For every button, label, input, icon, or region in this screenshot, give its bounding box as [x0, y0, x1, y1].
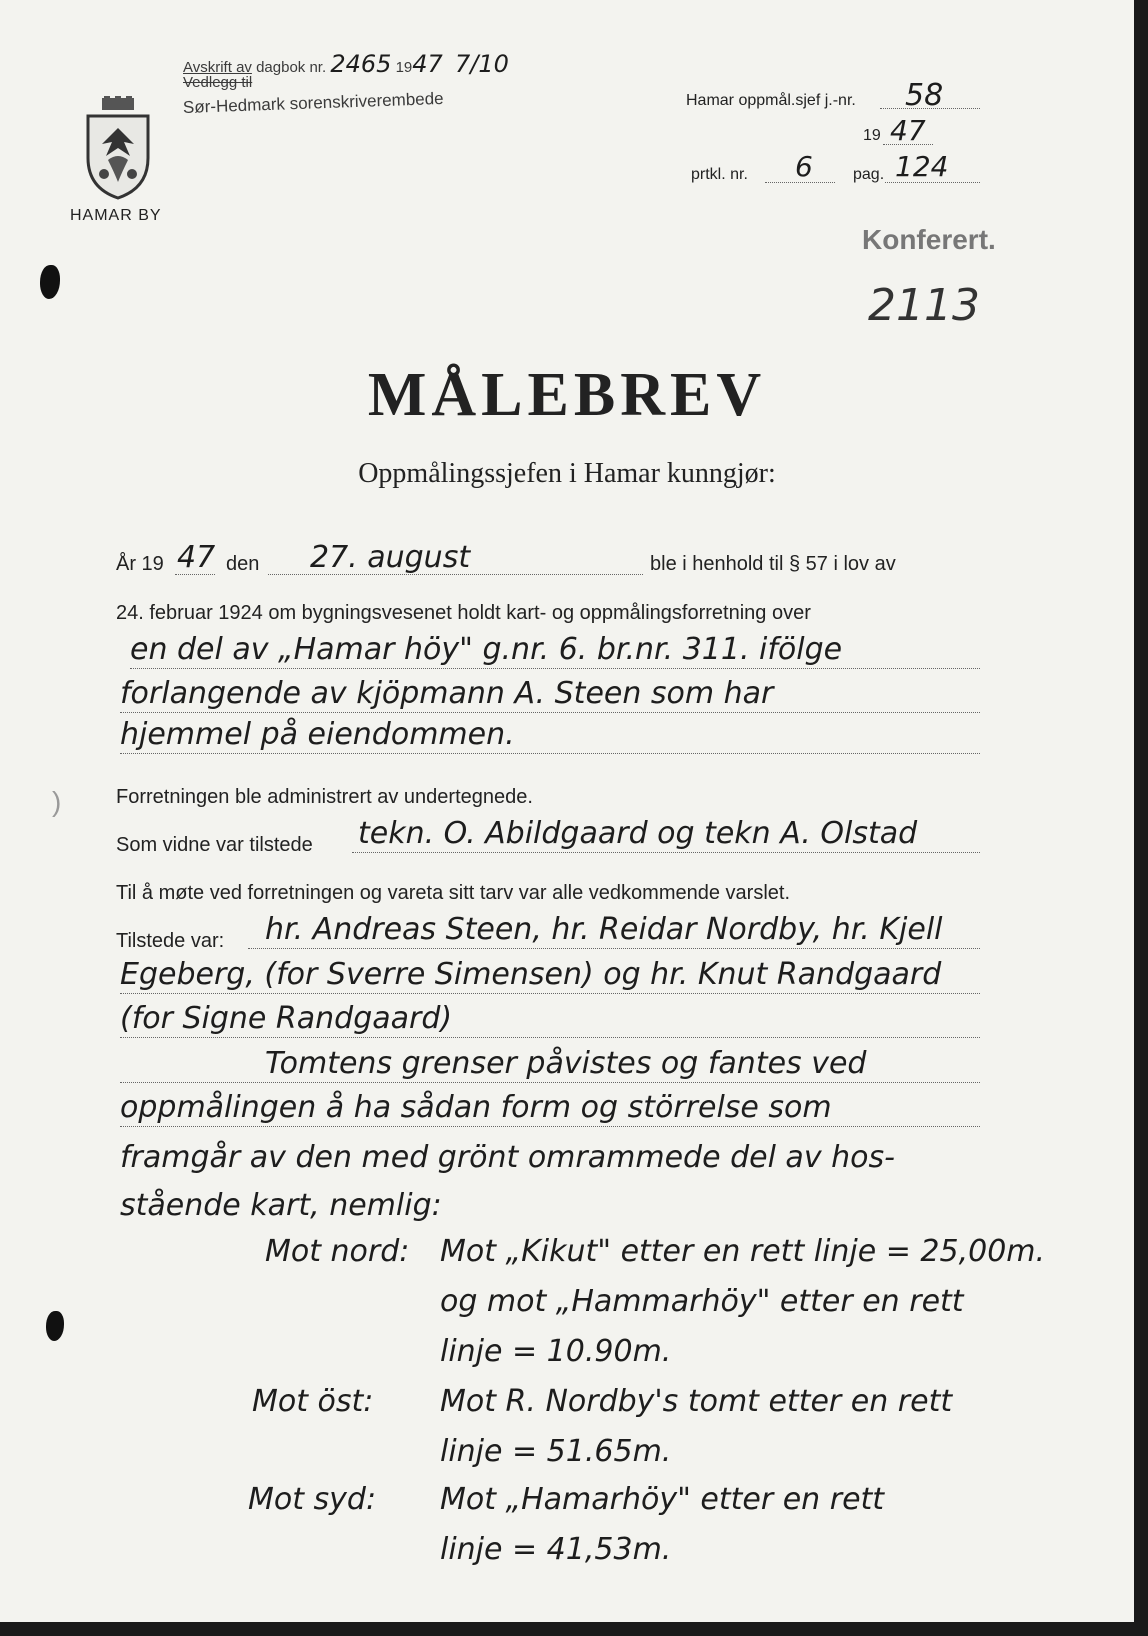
ink-blot: [46, 1311, 64, 1341]
east-label: Mot öst:: [252, 1384, 374, 1419]
east-boundary-2: linje = 51.65m.: [440, 1434, 672, 1469]
protocol-label: prtkl. nr.: [691, 166, 748, 183]
law-text: ble i henhold til § 57 i lov av: [650, 553, 896, 575]
protocol-number: 6: [795, 150, 813, 183]
witness-names: tekn. O. Abildgaard og tekn A. Olstad: [358, 816, 918, 851]
south-boundary-1: Mot „Hamarhöy" etter en rett: [440, 1482, 885, 1517]
stamp-year-prefix: 19: [395, 59, 413, 76]
south-boundary-2: linje = 41,53m.: [440, 1532, 672, 1567]
present-label: Tilstede var:: [116, 930, 225, 952]
boundary-text-4: stående kart, nemlig:: [120, 1188, 442, 1223]
survey-date: 27. august: [310, 540, 471, 575]
stamp-year-suffix: 47: [412, 50, 443, 78]
stamp-dagbok-label: dagbok nr.: [256, 59, 327, 76]
administered-text: Forretningen ble administrert av undertegnede.: [116, 786, 533, 808]
stamp-date: 7/10: [454, 50, 509, 78]
journal-label: Hamar oppmål.sjef j.-nr.: [686, 92, 856, 109]
reference-number: 2113: [868, 280, 980, 331]
page-label: pag.: [853, 166, 885, 183]
year-value: 47: [177, 540, 216, 575]
law-line-2: 24. februar 1924 om bygningsvesenet holdt kart- og oppmålingsforretning over: [116, 602, 811, 624]
hamar-coat-of-arms: [82, 96, 154, 200]
north-boundary-2: og mot „Hammarhöy" etter en rett: [440, 1284, 964, 1319]
property-description-3: hjemmel på eiendommen.: [120, 717, 515, 752]
year-label: År 19: [116, 553, 164, 575]
stamp-avskrift-label: Avskrift av: [183, 59, 252, 76]
witness-label: Som vidne var tilstede: [116, 834, 313, 856]
stamp-court: Sør-Hedmark sorenskriverembede: [182, 88, 444, 117]
present-names-1: hr. Andreas Steen, hr. Reidar Nordby, hr. Kjell: [265, 912, 943, 947]
stamp-dagbok-number: 2465: [330, 50, 392, 78]
north-boundary-1: Mot „Kikut" etter en rett linje = 25,00m.: [440, 1234, 1046, 1269]
boundary-text-2: oppmålingen å ha sådan form og störrelse som: [120, 1090, 832, 1125]
property-description-1: en del av „Hamar höy" g.nr. 6. br.nr. 311. ifölge: [130, 632, 843, 667]
boundary-text-1: Tomtens grenser påvistes og fantes ved: [265, 1046, 867, 1081]
den-label: den: [226, 553, 260, 575]
crest-icon: [82, 96, 154, 200]
ink-blot: [40, 265, 60, 299]
journal-year-prefix: 19: [863, 127, 881, 144]
east-boundary-1: Mot R. Nordby's tomt etter en rett: [440, 1384, 953, 1419]
present-names-2: Egeberg, (for Sverre Simensen) og hr. Knut Randgaard: [120, 957, 942, 992]
south-label: Mot syd:: [248, 1482, 377, 1517]
journal-number: 58: [905, 78, 944, 113]
notice-text: Til å møte ved forretningen og vareta sitt tarv var alle vedkommende varslet.: [116, 882, 790, 904]
present-names-3: (for Signe Randgaard): [120, 1001, 453, 1036]
journal-year-suffix: 47: [890, 114, 926, 147]
north-label: Mot nord:: [265, 1234, 410, 1269]
north-boundary-3: linje = 10.90m.: [440, 1334, 672, 1369]
page-number: 124: [895, 150, 949, 183]
page-title: MÅLEBREV: [367, 361, 767, 429]
page-subtitle: Oppmålingssjefen i Hamar kunngjør:: [358, 458, 776, 489]
crest-label: HAMAR BY: [70, 207, 162, 224]
property-description-2: forlangende av kjöpmann A. Steen som har: [120, 676, 774, 711]
stamp-vedlegg: Vedlegg til: [183, 74, 253, 91]
konferert-stamp: Konferert.: [862, 224, 996, 255]
boundary-text-3: framgår av den med grönt omrammede del av hos-: [120, 1140, 895, 1175]
margin-mark: ): [52, 786, 62, 817]
